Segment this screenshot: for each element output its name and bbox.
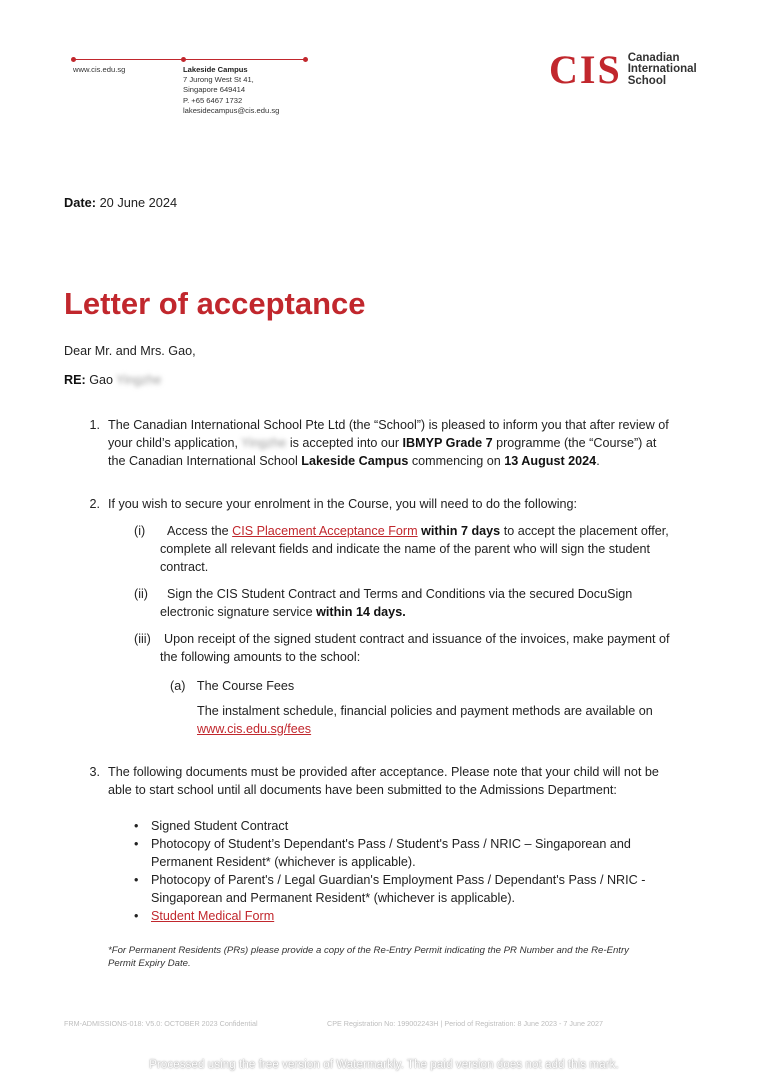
campus-address-line1: 7 Jurong West St 41, [183,75,254,85]
item-3 [86,763,706,799]
document-signed-contract: Signed Student Contract [151,819,289,833]
watermark-notice: Processed using the free version of Watermarkly. The paid version does not add this mark. [149,1059,619,1071]
item-1-line-3 [108,452,706,470]
bullet-icon: • [134,873,139,887]
document-student-pass-line-2: Permanent Resident* (whichever is applicable). [151,855,416,869]
fees-info [197,702,706,738]
campus-phone: P. +65 6467 1732 [183,95,243,105]
campus-name-inline: Lakeside Campus [301,454,409,468]
step-i-line-2: complete all relevant fields and indicate the name of the parent who will sign the student [160,542,651,556]
pr-note-line-2: Permit Expiry Date. [108,958,191,969]
step-ii-text: electronic signature service [160,605,313,619]
documents-list [134,817,706,925]
campus-email: lakesidecampus@cis.edu.sg [183,105,280,115]
step-i-line-1 [160,522,706,540]
item-3-line-1: The following documents must be provided after acceptance. Please note that your child will not be [108,765,659,779]
step-iii-number: (iii) [134,632,151,646]
step-i [134,522,706,576]
item-1-text: the Canadian International School [108,454,298,468]
item-1-text: your child’s application, [108,436,238,450]
fee-item-a-number: (a) [170,679,186,693]
date-value: 20 June 2024 [99,195,178,210]
step-i-number: (i) [134,524,146,538]
letter-date [64,194,177,212]
item-1-period: . [596,454,600,468]
website-text: www.cis.edu.sg [73,65,126,74]
re-line [64,371,161,389]
item-2-number: 2. [89,497,100,511]
campus-name: Lakeside Campus [183,65,248,74]
item-3-number: 3. [89,765,100,779]
bullet-icon: • [134,909,139,923]
step-iii-line-1: Upon receipt of the signed student contract and issuance of the invoices, make payment of [164,632,670,646]
re-name: Gao [89,373,114,387]
header-rule-dot [71,57,76,62]
programme-name: IBMYP Grade 7 [402,436,493,450]
child-name-redacted: Yingzhe [241,436,287,450]
campus-address [183,65,279,116]
step-i-deadline: within 7 days [421,524,501,538]
cis-logo [549,47,697,92]
item-2 [86,495,706,513]
footer-form-code: FRM-ADMISSIONS-018: V5.0: OCTOBER 2023 Confidential [64,1019,258,1028]
medical-form-link[interactable]: Student Medical Form [151,909,275,923]
cis-logo-wordmark [628,53,697,88]
item-1-text: commencing on [411,454,501,468]
item-1 [86,416,706,470]
placement-form-link[interactable]: CIS Placement Acceptance Form [232,524,418,538]
step-i-text: to accept the placement offer, [503,524,669,538]
list-item [134,907,706,925]
step-ii [134,585,706,621]
fee-item-a-label: The Course Fees [196,679,295,693]
item-1-line-1: The Canadian International School Pte Ltd (the “School”) is pleased to inform you that after review of [108,418,669,432]
fees-info-line-1: The instalment schedule, financial policies and payment methods are available on [197,704,653,718]
fees-link[interactable]: www.cis.edu.sg/fees [197,722,312,736]
start-date: 13 August 2024 [504,454,597,468]
item-1-text: is accepted into our [289,436,400,450]
item-1-text: programme (the “Course”) at [496,436,657,450]
campus-address-line2: Singapore 649414 [183,85,246,95]
document-parent-pass-line-2: Singaporean and Permanent Resident* (whichever is applicable). [151,891,516,905]
logo-line-2: International [627,63,697,76]
list-item [134,871,706,907]
fee-item-a [170,677,706,695]
item-1-line-2 [108,434,706,452]
re-name-redacted: Yingzhe [116,373,162,387]
document-parent-pass-line-1: Photocopy of Parent's / Legal Guardian's Employment Pass / Dependant's Pass / NRIC - [151,873,646,887]
bullet-icon: • [134,819,139,833]
item-3-line-2: able to start school until all documents have been submitted to the Admissions Department: [108,783,617,797]
pr-note-line-1: *For Permanent Residents (PRs) please provide a copy of the Re-Entry Permit indicating the PR Number and the Re-Entry [108,945,629,956]
step-ii-number: (ii) [134,587,148,601]
document-student-pass-line-1: Photocopy of Student’s Dependant's Pass / Student's Pass / NRIC – Singaporean and [151,837,631,851]
step-i-line-3: contract. [160,560,209,574]
item-1-number: 1. [89,418,100,432]
header-rule-dot [303,57,308,62]
step-iii-line-2: the following amounts to the school: [160,650,361,664]
step-ii-line-2 [160,603,706,621]
date-label: Date: [64,195,96,210]
footer-registration: CPE Registration No: 199002243H | Period of Registration: 8 June 2023 - 7 June 2027 [327,1019,603,1028]
step-ii-line-1: Sign the CIS Student Contract and Terms and Conditions via the secured DocuSign [167,587,633,601]
header-rule [73,59,306,60]
salutation: Dear Mr. and Mrs. Gao, [64,344,196,358]
bullet-icon: • [134,837,139,851]
item-2-intro: If you wish to secure your enrolment in the Course, you will need to do the following: [108,497,578,511]
step-ii-deadline: within 14 days. [316,605,406,619]
logo-line-1: Canadian [627,51,680,64]
step-i-text: Access the [167,524,229,538]
re-label: RE: [64,373,86,387]
list-item [134,817,706,835]
list-item [134,835,706,871]
cis-logo-mark: CIS [549,47,622,92]
header-rule-dot [181,57,186,62]
page-title: Letter of acceptance [64,286,366,321]
pr-note [108,944,708,970]
logo-line-3: School [627,74,667,87]
step-iii [134,630,706,666]
